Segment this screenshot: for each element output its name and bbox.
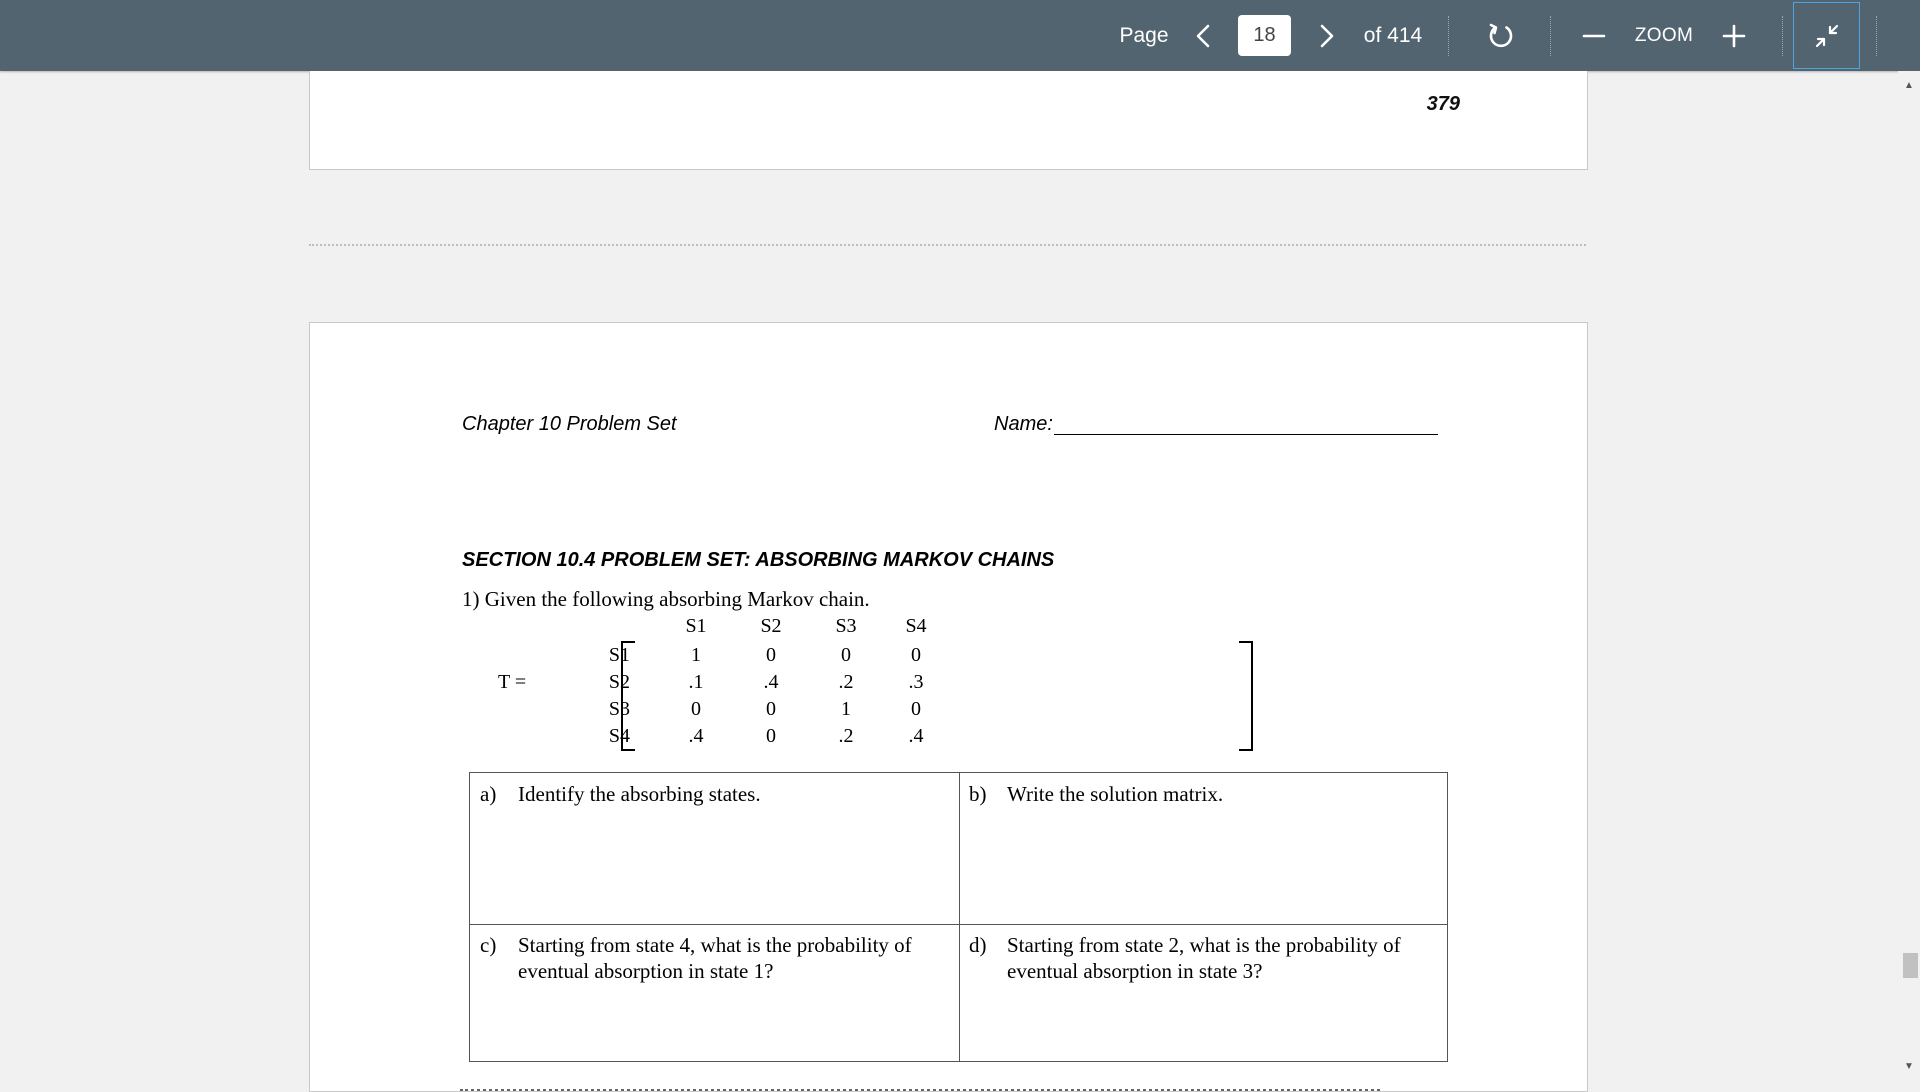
matrix-cell: 0 (766, 644, 776, 666)
current-page (309, 322, 1588, 1092)
question-letter: b) (969, 782, 987, 806)
scroll-up-button[interactable]: ▲ (1904, 79, 1914, 91)
matrix-cell: 0 (841, 644, 851, 666)
page-break-divider (309, 244, 1586, 246)
toolbar-separator (1550, 16, 1551, 56)
matrix-label: T = (498, 671, 527, 693)
name-label: Name: (994, 413, 1053, 435)
matrix-column-header: S2 (760, 615, 782, 637)
matrix-column-header: S1 (685, 615, 707, 637)
matrix-cell: .1 (688, 671, 704, 693)
matrix-cell: 1 (691, 644, 701, 666)
scrollbar-thumb[interactable] (1903, 953, 1918, 978)
section-title: SECTION 10.4 PROBLEM SET: ABSORBING MARKOV CHAINS (462, 549, 1055, 571)
viewer-toolbar (0, 0, 1920, 71)
previous-page-button[interactable] (1186, 0, 1220, 71)
toolbar-separator (1876, 16, 1877, 56)
matrix-row-header: S3 (608, 698, 630, 720)
question-letter: c) (480, 933, 497, 957)
toolbar-separator (1448, 16, 1449, 56)
chapter-header: Chapter 10 Problem Set (462, 413, 677, 435)
question-d (969, 932, 1439, 1012)
matrix-cell: 0 (911, 644, 921, 666)
chevron-left-icon (1194, 23, 1212, 49)
exit-fullscreen-button[interactable] (1793, 2, 1860, 69)
page-number-input[interactable] (1238, 15, 1291, 56)
zoom-in-button[interactable] (1716, 0, 1752, 71)
chevron-right-icon (1318, 23, 1336, 49)
zoom-label: ZOOM (1634, 24, 1694, 46)
question-text: Starting from state 4, what is the probability of eventual absorption in state 1? (518, 933, 912, 983)
question-b (969, 781, 1439, 861)
matrix-cell: 0 (766, 725, 776, 747)
matrix-row-header: S1 (608, 644, 630, 666)
matrix-cell: .4 (908, 725, 924, 747)
matrix-row-header: S2 (608, 671, 630, 693)
previous-page (309, 71, 1588, 170)
matrix-row-header: S4 (608, 725, 630, 747)
name-underline (1054, 434, 1438, 435)
question-a (480, 781, 950, 861)
grid-divider (470, 924, 1447, 925)
question-letter: a) (480, 782, 497, 806)
matrix-right-bracket (1239, 641, 1253, 751)
matrix-cell: .2 (838, 671, 854, 693)
cut-off-text-line (460, 1081, 1380, 1091)
matrix-cell: .4 (688, 725, 704, 747)
question-grid (469, 772, 1448, 1062)
exit-fullscreen-icon (1812, 21, 1842, 51)
refresh-icon (1486, 21, 1516, 51)
grid-divider (959, 773, 960, 1061)
page-number: 379 (1426, 93, 1460, 115)
matrix-cell: .4 (763, 671, 779, 693)
question-text: Write the solution matrix. (1007, 782, 1224, 806)
matrix-cell: .3 (908, 671, 924, 693)
zoom-out-button[interactable] (1576, 0, 1612, 71)
matrix-cell: .2 (838, 725, 854, 747)
problem-1-text: 1) Given the following absorbing Markov chain. (462, 587, 870, 611)
refresh-button[interactable] (1478, 0, 1524, 71)
minus-icon (1582, 24, 1606, 48)
page-count-label: of 414 (1363, 23, 1423, 47)
plus-icon (1722, 24, 1746, 48)
next-page-button[interactable] (1310, 0, 1344, 71)
page-label: Page (1119, 23, 1169, 47)
matrix-column-header: S3 (835, 615, 857, 637)
question-text: Starting from state 2, what is the probability of eventual absorption in state 3? (1007, 933, 1401, 983)
question-c (480, 932, 950, 1012)
matrix-cell: 0 (691, 698, 701, 720)
question-letter: d) (969, 933, 987, 957)
scroll-down-button[interactable]: ▼ (1904, 1060, 1914, 1072)
matrix-column-header: S4 (905, 615, 927, 637)
matrix-cell: 1 (841, 698, 851, 720)
matrix-cell: 0 (766, 698, 776, 720)
question-text: Identify the absorbing states. (518, 782, 761, 806)
vertical-scrollbar[interactable] (1898, 71, 1920, 1080)
matrix-cell: 0 (911, 698, 921, 720)
toolbar-separator (1782, 16, 1783, 56)
